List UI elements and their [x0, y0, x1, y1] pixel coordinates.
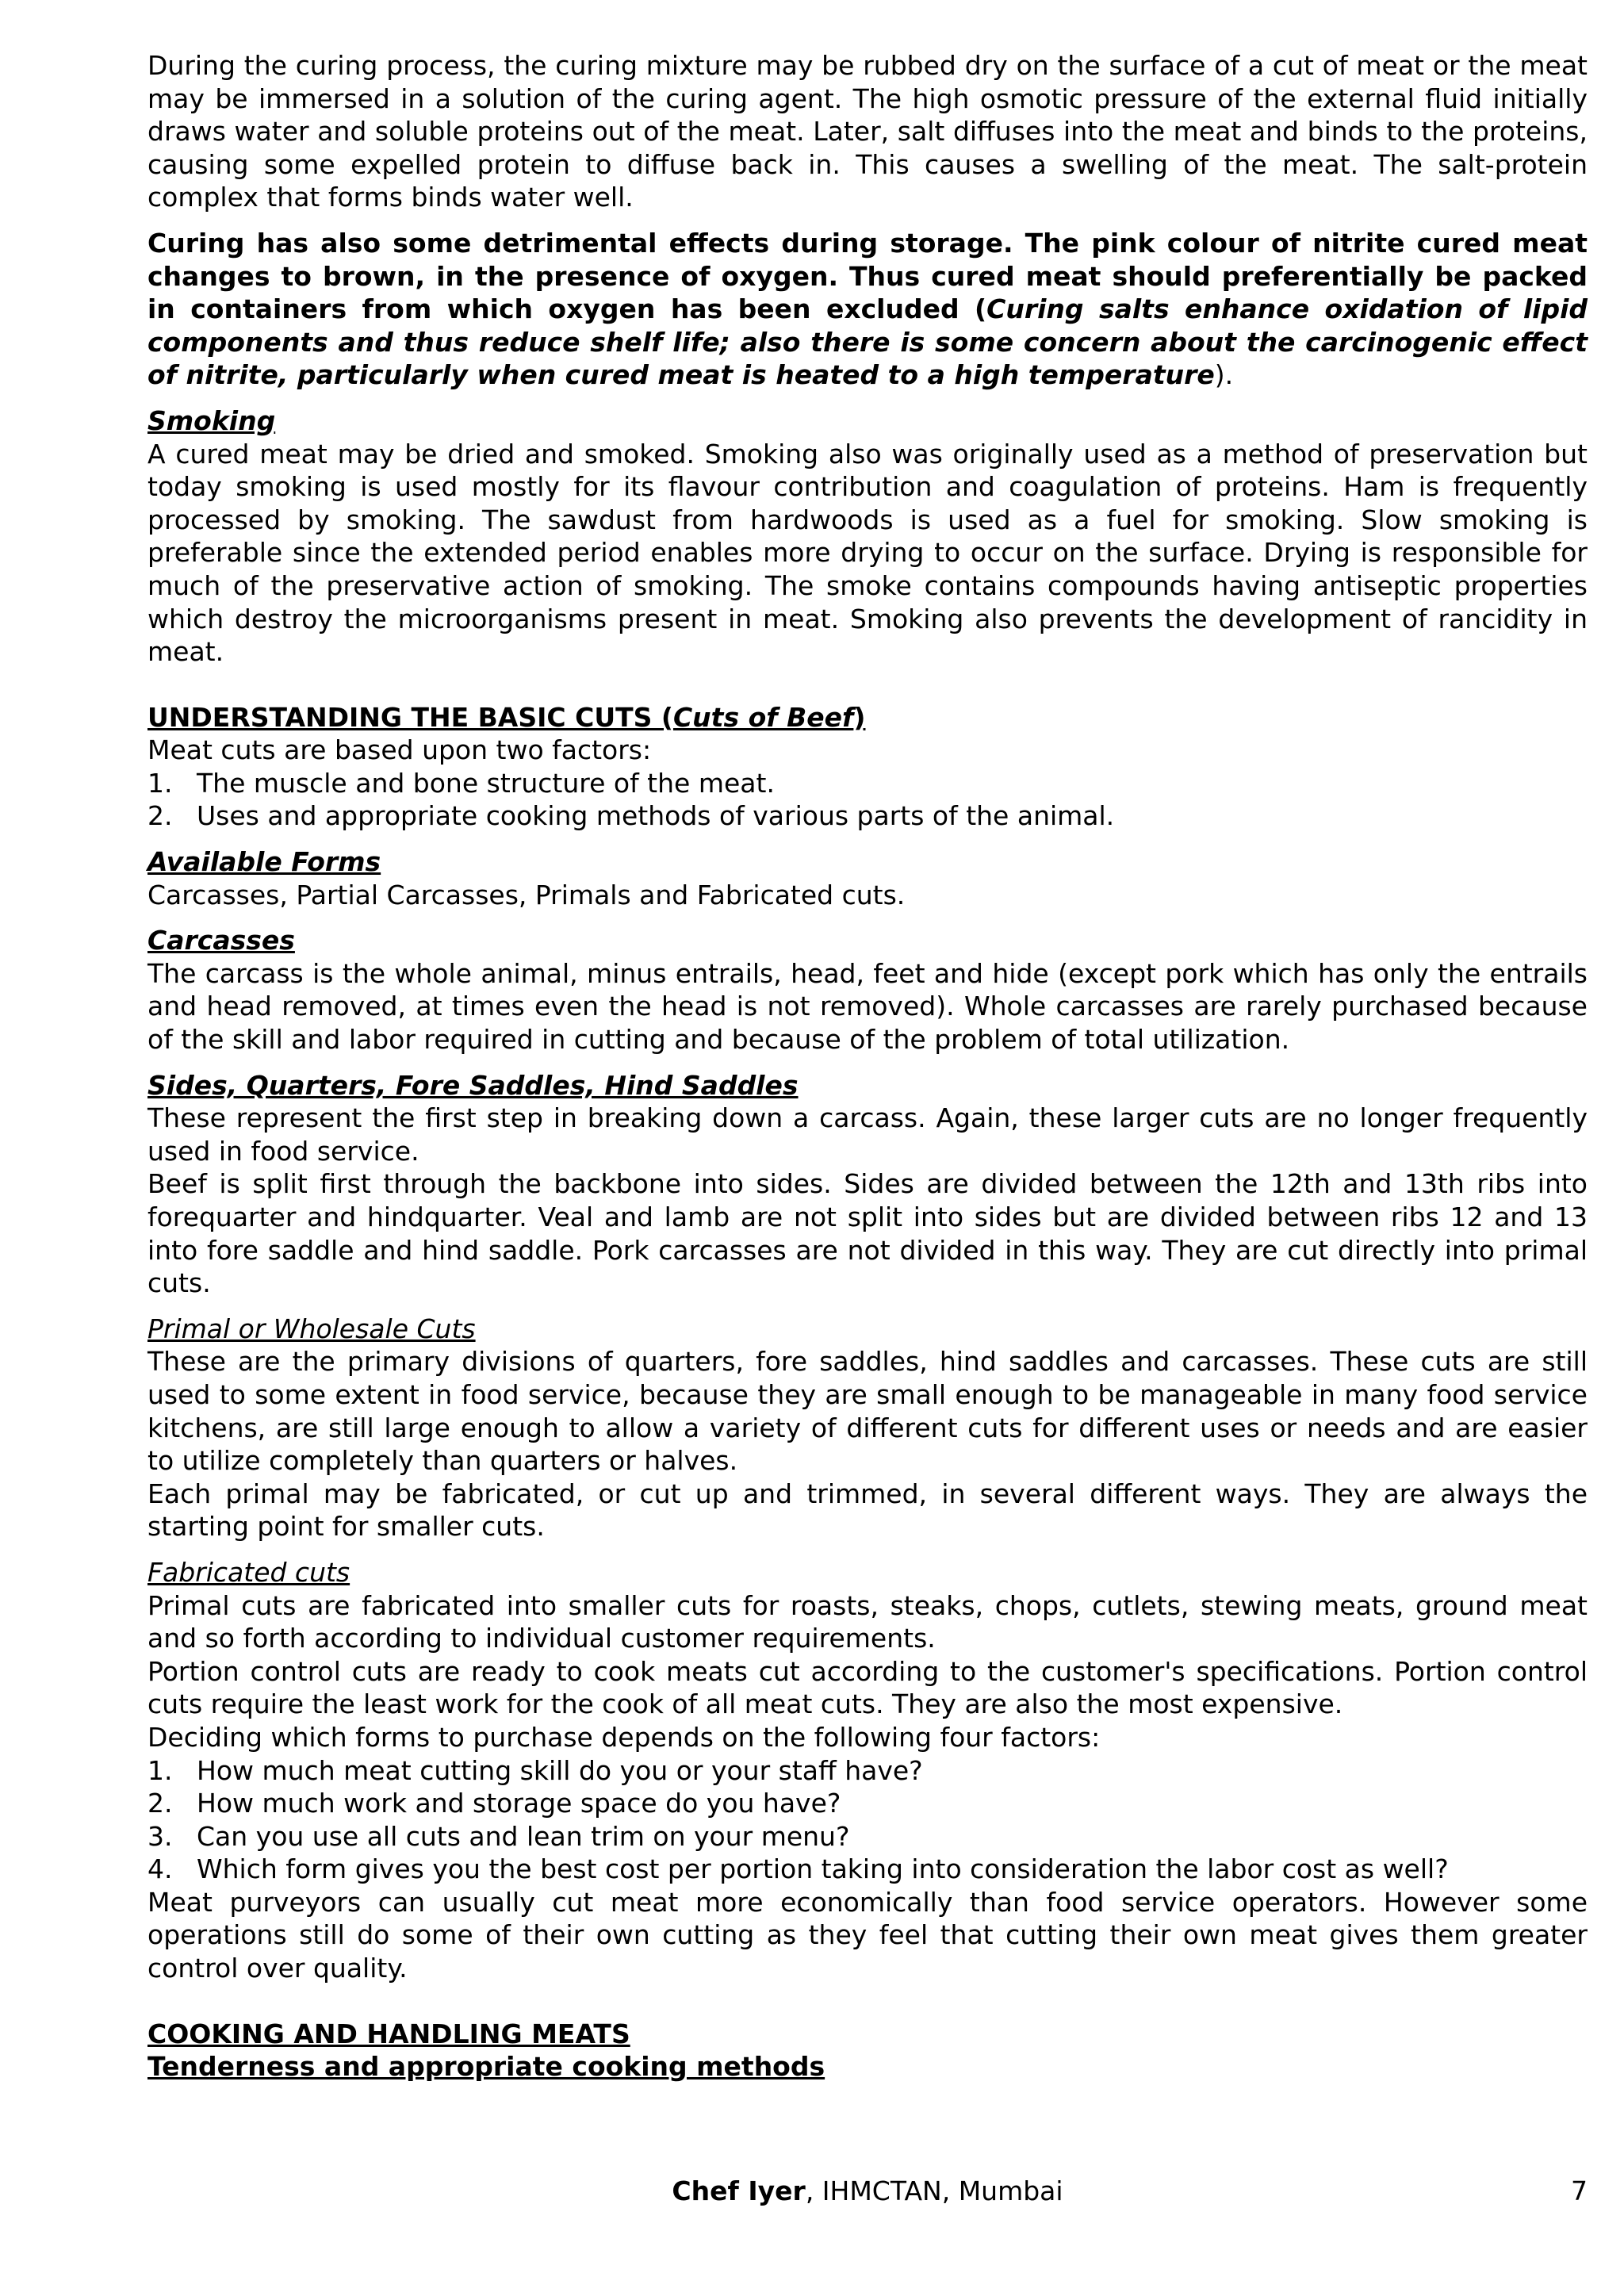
page-footer	[147, 2175, 1588, 2208]
list-item-text: Uses and appropriate cooking methods of various parts of the animal.	[197, 800, 1115, 832]
cooking-subheading: Tenderness and appropriate cooking methods	[147, 2051, 825, 2083]
smoking-paragraph: A cured meat may be dried and smoked. Smoking also was originally used as a method of preservation but today smoking is used mostly for its flavour contribution and coagulation of proteins. Ham is frequently processed by smoking. The sawdust from hardwoods is used as a fuel for smoking. Slow smoking is preferable since the extended period enables more drying to occur on the surface. Drying is responsible for much of the preservative action of smoking. The smoke contains compounds having antiseptic properties which destroy the microorganisms present in meat. Smoking also prevents the development of rancidity in meat.	[147, 438, 1588, 668]
primal-paragraph-1: These are the primary divisions of quarters, fore saddles, hind saddles and carcasses. These cuts are still used to some extent in food service, because they are small enough to be manageable in many food service kitchens, are still large enough to allow a variety of different cuts for different uses or needs and are easier to utilize completely than quarters or halves.	[147, 1346, 1588, 1477]
basic-cuts-heading	[147, 701, 1588, 734]
list-item	[147, 767, 1588, 800]
list-item-number: 1.	[147, 1754, 173, 1786]
sides-paragraph-2: Beef is split first through the backbone into sides. Sides are divided between the 12th and 13th ribs into forequarter and hindquarter. Veal and lamb are not split into sides but are divided between ribs 12 and 13 into fore saddle and hind saddle. Pork carcasses are not divided in this way. They are cut directly into primal cuts.	[147, 1168, 1588, 1299]
list-item-text: How much work and storage space do you have?	[197, 1788, 841, 1819]
curing-warning-italic: Curing salts enhance oxidation of lipid components and thus reduce shelf life; also there is some concern about the carcinogenic effect of nitrite, particularly when cured meat is heated to a high temperature	[147, 293, 1588, 391]
list-item	[147, 1853, 1588, 1886]
fabricated-heading: Fabricated cuts	[147, 1556, 350, 1588]
fabricated-paragraph-3: Deciding which forms to purchase depends on the following four factors:	[147, 1721, 1101, 1753]
list-item-number: 1.	[147, 767, 173, 799]
list-item-number: 3.	[147, 1820, 173, 1852]
carcasses-paragraph: The carcass is the whole animal, minus entrails, head, feet and hide (except pork which has only the entrails and head removed, at times even the head is not removed). Whole carcasses are rarely purchased because of the skill and labor required in cutting and because of the problem of total utilization.	[147, 957, 1588, 1056]
primal-paragraph-2: Each primal may be fabricated, or cut up and trimmed, in several different ways. They are always the starting point for smaller cuts.	[147, 1478, 1588, 1543]
smoking-heading: Smoking	[147, 404, 276, 436]
list-item-text: The muscle and bone structure of the meat.	[197, 767, 775, 799]
list-item-text: Which form gives you the best cost per portion taking into consideration the labor cost as well?	[197, 1853, 1449, 1885]
curing-warning-text: Curing has also some detrimental effects during storage. The pink colour of nitrite cured meat changes to brown, in the presence of oxygen. Thus cured meat should preferentially be packed in containers from which oxygen has been excluded (	[147, 227, 1588, 325]
list-item-text: How much meat cutting skill do you or your staff have?	[197, 1754, 923, 1786]
sides-heading: Sides, Quarters, Fore Saddles, Hind Saddles	[147, 1069, 799, 1101]
list-item-number: 2.	[147, 800, 173, 832]
available-forms-heading: Available Forms	[147, 846, 381, 878]
basic-cuts-heading-c: )	[853, 701, 866, 733]
footer-credit	[147, 2175, 1588, 2208]
curing-warning-end: ).	[1214, 359, 1234, 391]
page-number: 7	[1571, 2175, 1588, 2206]
list-item-number: 4.	[147, 1853, 173, 1885]
list-item	[147, 1820, 1588, 1853]
primal-heading: Primal or Wholesale Cuts	[147, 1313, 476, 1344]
basic-cuts-intro: Meat cuts are based upon two factors:	[147, 734, 652, 766]
list-item-number: 2.	[147, 1788, 173, 1819]
basic-cuts-factor-list	[147, 767, 1588, 833]
curing-paragraph-1: During the curing process, the curing mixture may be rubbed dry on the surface of a cut of meat or the meat may be immersed in a solution of the curing agent. The high osmotic pressure of the external fluid initially draws water and soluble proteins out of the meat. Later, salt diffuses into the meat and binds to the proteins, causing some expelled protein to diffuse back in. This causes a swelling of the meat. The salt-protein complex that forms binds water well.	[147, 50, 1588, 213]
footer-author: Chef Iyer	[672, 2175, 806, 2206]
list-item	[147, 799, 1588, 833]
curing-paragraph-2	[147, 227, 1588, 392]
document-page	[147, 49, 1588, 2083]
footer-institution: , IHMCTAN, Mumbai	[805, 2175, 1063, 2206]
carcasses-heading: Carcasses	[147, 925, 295, 956]
fabricated-paragraph-4: Meat purveyors can usually cut meat more economically than food service operators. However some operations still do some of their own cutting as they feel that cutting their own meat gives them greater control over quality.	[147, 1886, 1588, 1984]
basic-cuts-heading-a: UNDERSTANDING THE BASIC CUTS (	[147, 701, 673, 733]
basic-cuts-heading-b: Cuts of Beef	[672, 701, 854, 733]
purchase-factor-list	[147, 1754, 1588, 1886]
cooking-heading: COOKING AND HANDLING MEATS	[147, 2018, 630, 2049]
available-forms-text: Carcasses, Partial Carcasses, Primals and Fabricated cuts.	[147, 879, 906, 910]
list-item-text: Can you use all cuts and lean trim on your menu?	[197, 1820, 850, 1852]
fabricated-paragraph-2: Portion control cuts are ready to cook meats cut according to the customer's specifications. Portion control cuts require the least work for the cook of all meat cuts. They are also the most expensive.	[147, 1655, 1588, 1720]
list-item	[147, 1754, 1588, 1788]
list-item	[147, 1787, 1588, 1820]
sides-paragraph-1: These represent the first step in breaking down a carcass. Again, these larger cuts are no longer frequently used in food service.	[147, 1102, 1588, 1167]
fabricated-paragraph-1: Primal cuts are fabricated into smaller cuts for roasts, steaks, chops, cutlets, stewing meats, ground meat and so forth according to individual customer requirements.	[147, 1589, 1588, 1654]
